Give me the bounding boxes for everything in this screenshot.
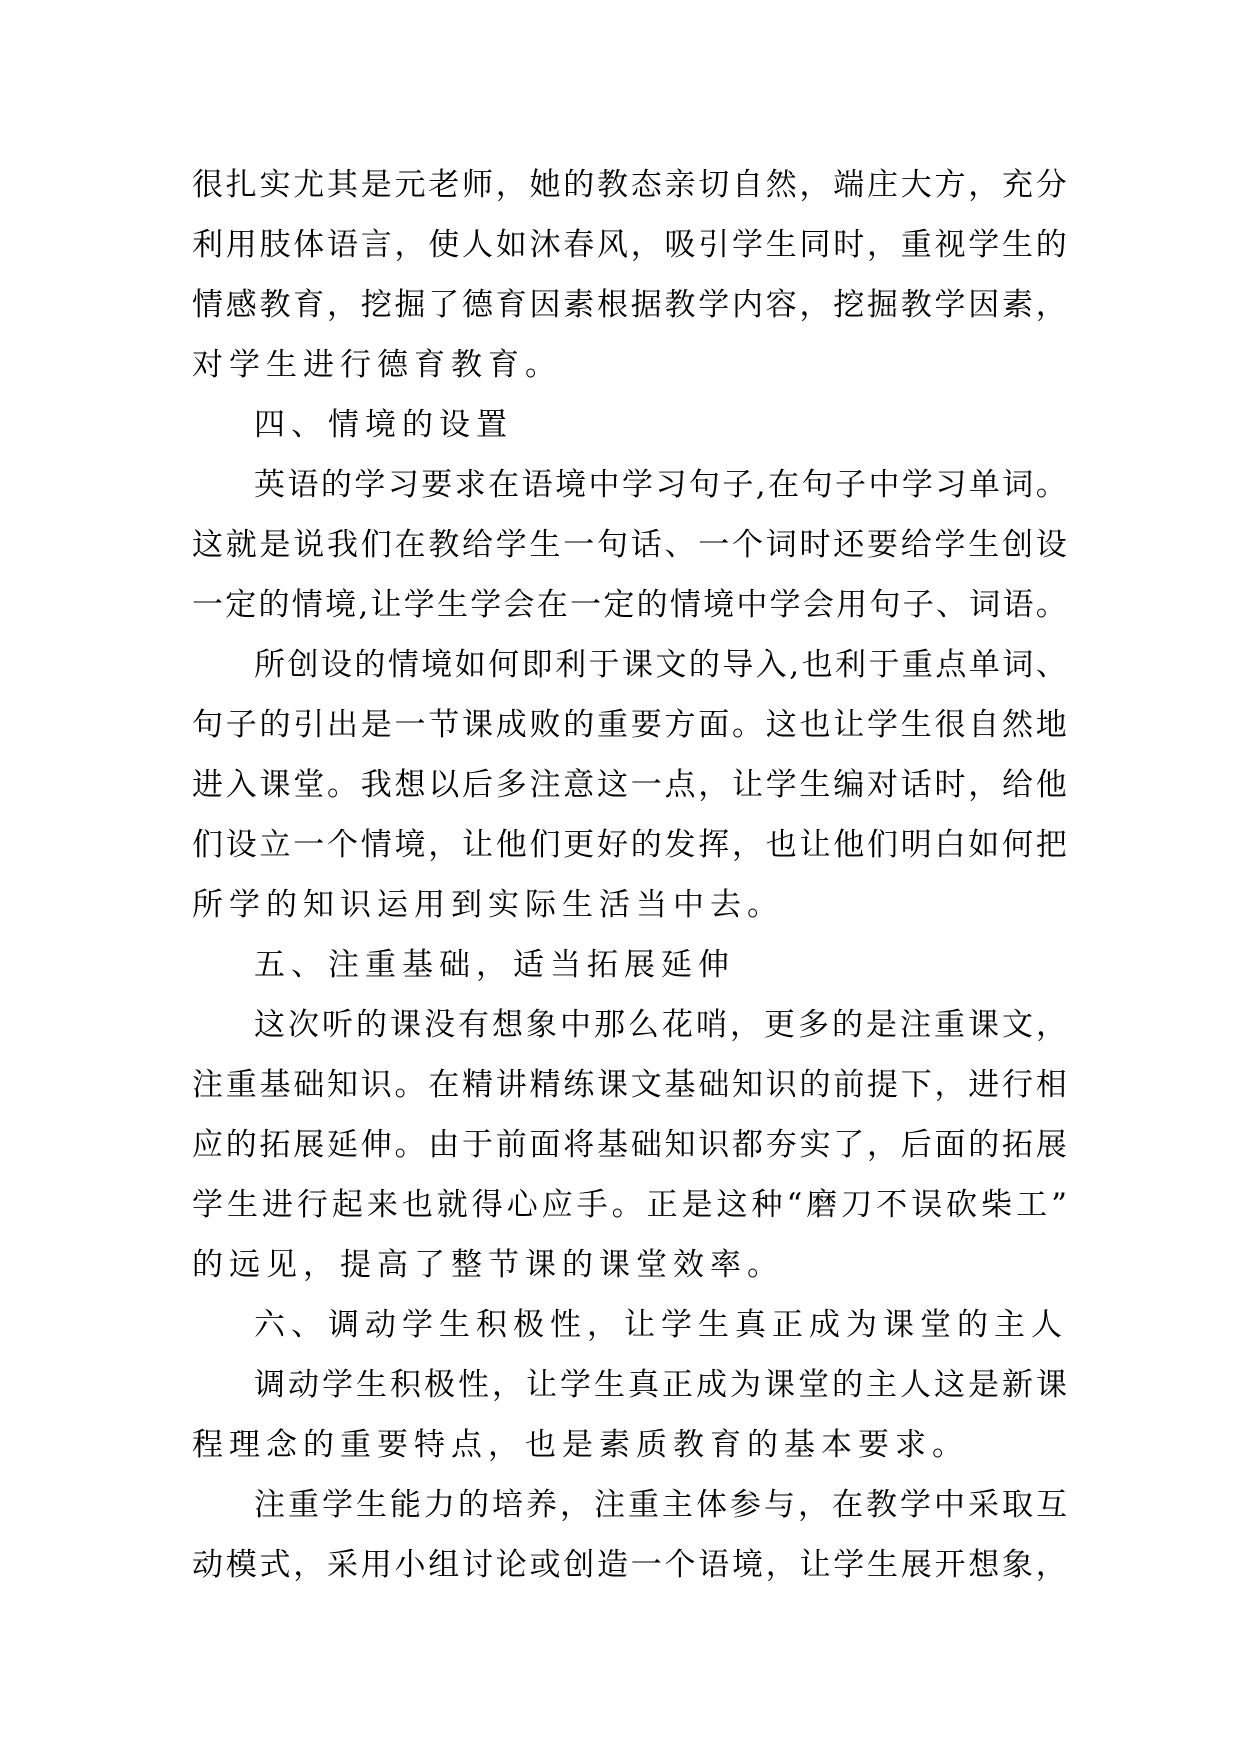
text-line: 注 重 基 础 知 识 。 在 精 讲 精 练 课 文 基 础 知 识 的 前 提 下 ， 进 行 相 (192, 1067, 1067, 1103)
text-line: 程理念的重要特点，也是素质教育的基本要求。 (192, 1427, 969, 1463)
text-line: 所 创 设 的 情 境 如 何 即 利 于 课 文 的 导 入 , 也 利 于 重 点 单 词 、 (254, 647, 1067, 683)
text-line: 动 模 式 ， 采 用 小 组 讨 论 或 创 造 一 个 语 境 ， 让 学 生 展 开 想 象 ， (192, 1547, 1067, 1583)
text-line: 六、调动学生积极性，让学生真正成为课堂的主人 (254, 1307, 1068, 1343)
text-line: 句 子 的 引 出 是 一 节 课 成 败 的 重 要 方 面 。 这 也 让 学 生 很 自 然 地 (192, 707, 1067, 743)
text-line: 进 入 课 堂 。 我 想 以 后 多 注 意 这 一 点 ， 让 学 生 编 对 话 时 ， 给 他 (192, 767, 1067, 803)
text-line: 对学生进行德育教育。 (192, 347, 562, 383)
text-line: 英 语 的 学 习 要 求 在 语 境 中 学 习 句 子 , 在 句 子 中 学 习 单 词 。 (254, 467, 1067, 503)
text-line: 五、注重基础，适当拓展延伸 (254, 947, 735, 983)
document-body (192, 155, 1067, 1595)
text-line: 很 扎 实 尤 其 是 元 老 师 ， 她 的 教 态 亲 切 自 然 ， 端 庄 大 方 ， 充 分 (192, 167, 1067, 203)
text-line: 情 感 教 育 ， 挖 掘 了 德 育 因 素 根 据 教 学 内 容 ， 挖 掘 教 学 因 素 ， (192, 287, 1067, 323)
text-line: 调 动 学 生 积 极 性 ， 让 学 生 真 正 成 为 课 堂 的 主 人 这 是 新 课 (254, 1367, 1067, 1403)
text-line: 应 的 拓 展 延 伸 。 由 于 前 面 将 基 础 知 识 都 夯 实 了 ， 后 面 的 拓 展 (192, 1127, 1067, 1163)
text-line: 注 重 学 生 能 力 的 培 养 ， 注 重 主 体 参 与 ， 在 教 学 中 采 取 互 (254, 1487, 1067, 1523)
text-line: 所学的知识运用到实际生活当中去。 (192, 887, 784, 923)
text-line: 们 设 立 一 个 情 境 ， 让 他 们 更 好 的 发 挥 ， 也 让 他 们 明 白 如 何 把 (192, 827, 1067, 863)
text-line: 的远见，提高了整节课的课堂效率。 (192, 1247, 784, 1283)
text-line: 四、情境的设置 (254, 407, 513, 443)
text-line: 利 用 肢 体 语 言 ， 使 人 如 沐 春 风 ， 吸 引 学 生 同 时 ， 重 视 学 生 的 (192, 227, 1067, 263)
text-line: 这 次 听 的 课 没 有 想 象 中 那 么 花 哨 ， 更 多 的 是 注 重 课 文 ， (254, 1007, 1067, 1043)
text-line: 学 生 进 行 起 来 也 就 得 心 应 手 。 正 是 这 种 “ 磨 刀 不 误 砍 柴 工 ” (192, 1187, 1067, 1223)
text-line: 一 定 的 情 境 , 让 学 生 学 会 在 一 定 的 情 境 中 学 会 用 句 子 、 词 语 。 (192, 587, 1067, 623)
text-line: 这 就 是 说 我 们 在 教 给 学 生 一 句 话 、 一 个 词 时 还 要 给 学 生 创 设 (192, 527, 1067, 563)
